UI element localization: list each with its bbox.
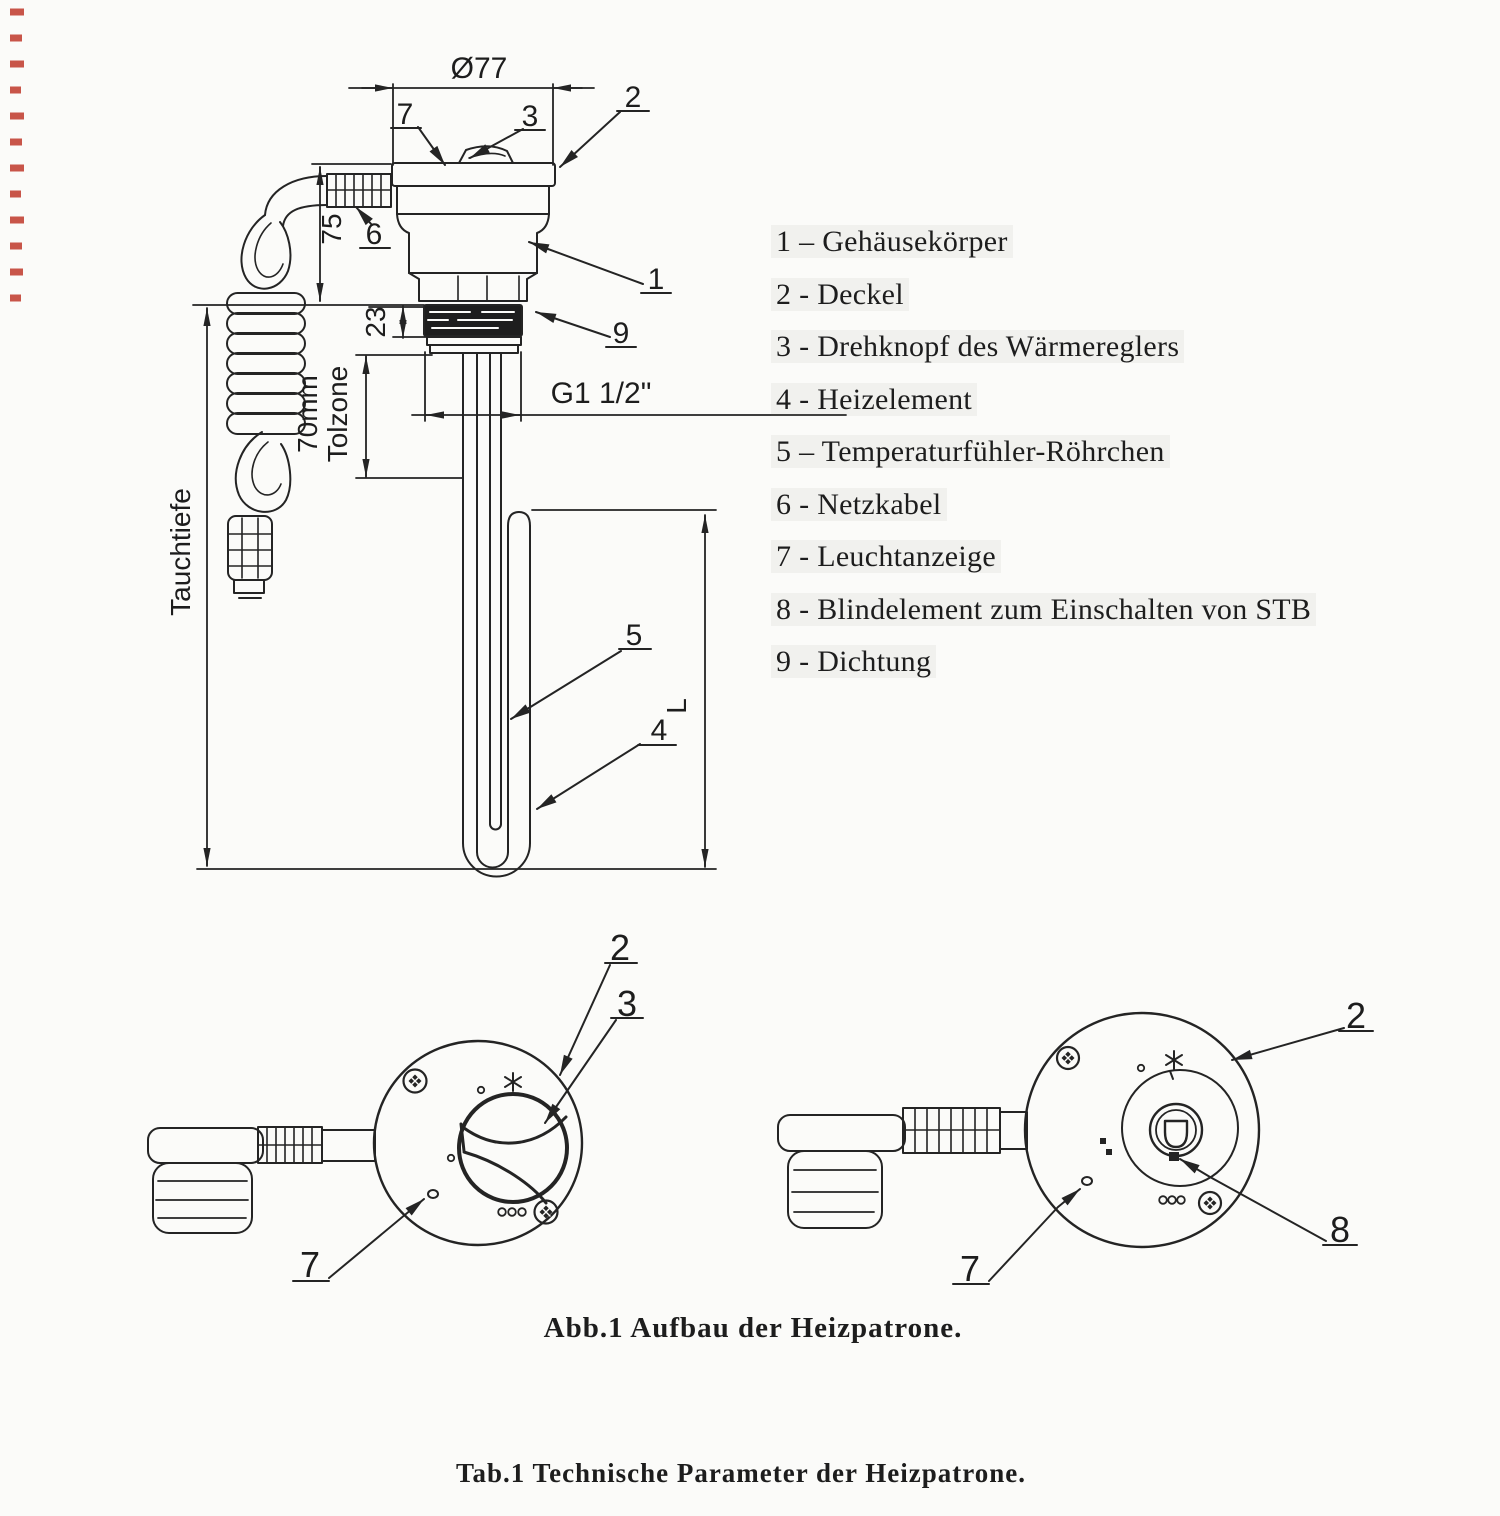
legend-item-cover — [771, 278, 1316, 331]
knob-recess — [1122, 1070, 1238, 1186]
indicator-lamp — [428, 1190, 438, 1198]
legend-item-text: 4 - Heizelement — [771, 383, 977, 416]
cable-collar — [1000, 1112, 1027, 1149]
callout-lamp-left: 7 — [299, 1244, 321, 1285]
callout-lamp: 7 — [396, 98, 414, 131]
hex-ring — [409, 273, 537, 301]
screw-icon — [1057, 1047, 1079, 1069]
legend-item-text: 3 - Drehknopf des Wärmereglers — [771, 330, 1184, 363]
plug-face — [148, 1128, 263, 1163]
scale-dots-max — [498, 1208, 526, 1216]
cable-loop-upper-inner — [255, 223, 283, 277]
legend-item-seal — [771, 645, 1316, 698]
callout-leaders-main — [356, 111, 676, 809]
plug-boot — [228, 516, 272, 580]
dim-tolzone-value: 70mm — [292, 375, 323, 453]
heater-leg-left — [463, 353, 477, 852]
view-left-cap — [148, 1041, 582, 1245]
heating-element-tubes — [463, 353, 530, 877]
dim-length-label: L — [661, 698, 692, 714]
housing-shoulder-left — [397, 214, 409, 273]
legend-item-knob — [771, 330, 1316, 383]
frost-setting-icon — [505, 1073, 521, 1091]
callout-sensor: 5 — [625, 619, 643, 652]
cable-strain-ribs — [327, 174, 391, 207]
sensor-tube-end — [490, 824, 501, 830]
callout-seal: 9 — [612, 317, 630, 350]
cable-strain-ribs — [258, 1127, 322, 1163]
hex-ring-flats — [458, 276, 519, 300]
screw-icon — [404, 1070, 427, 1093]
blind-element-tab — [1169, 1152, 1179, 1161]
heater-head-outline — [392, 146, 555, 301]
dim-diameter-label: Ø77 — [450, 52, 508, 85]
plug-boot-ribs — [229, 518, 271, 578]
table-caption: Tab.1 Technische Parameter der Heizpatrone. — [456, 1458, 1026, 1488]
scale-dot-zero — [478, 1087, 484, 1093]
legend-item-blind — [771, 593, 1316, 646]
callout-leaders-view-left — [293, 963, 643, 1281]
heater-leg-right — [508, 526, 530, 852]
callout-lamp-right: 7 — [959, 1248, 981, 1289]
cover-cap — [392, 163, 555, 186]
frost-setting-icon — [1166, 1051, 1182, 1079]
callout-blind-right: 8 — [1329, 1209, 1351, 1250]
scan-artifact-marks — [10, 12, 24, 298]
legend-item-text: 7 - Leuchtanzeige — [771, 540, 1001, 573]
blind-element-d-shaft — [1165, 1121, 1187, 1147]
legend-item-heater — [771, 383, 1316, 436]
legend-item-text: 9 - Dichtung — [771, 645, 936, 678]
plug-tip — [234, 580, 264, 593]
dim-tolzone-label: Tolzone — [322, 365, 353, 463]
heater-u-bend-outer — [463, 843, 530, 877]
dim-head-height-label: 75 — [316, 213, 347, 245]
knob-face — [459, 1094, 567, 1202]
screw-icon — [1199, 1192, 1221, 1214]
legend-item-sensor — [771, 435, 1316, 488]
plug-body — [153, 1163, 252, 1233]
thread-and-seal — [424, 305, 522, 353]
seal-washer-top — [427, 337, 521, 345]
cable-collar — [322, 1130, 375, 1161]
blind-element-ring — [1156, 1110, 1196, 1150]
view-right-cap — [778, 1013, 1259, 1247]
callout-knob-left: 3 — [616, 983, 638, 1024]
dim-thread-size-label: G1 1/2" — [550, 377, 652, 410]
callout-knob: 3 — [521, 100, 539, 133]
legend-item-housing — [771, 225, 1316, 278]
plug-grip-ribs — [792, 1170, 878, 1212]
legend-item-text: 8 - Blindelement zum Einschalten von STB — [771, 593, 1316, 626]
sensor-tube — [490, 353, 501, 824]
scale-dots-max — [1159, 1196, 1185, 1204]
callout-cable: 6 — [365, 218, 383, 251]
legend-item-text: 2 - Deckel — [771, 278, 909, 311]
callout-housing: 1 — [647, 263, 665, 296]
legend-item-text: 6 - Netzkabel — [771, 488, 947, 521]
legend-item-cable — [771, 488, 1316, 541]
cable-loop-lower-inner — [252, 442, 281, 495]
cable-loop-lower — [236, 432, 290, 512]
dimension-tolerance-zone — [356, 355, 463, 478]
dim-thread-length-label: 23 — [360, 306, 391, 338]
plug-body — [788, 1151, 882, 1228]
indicator-lamp — [1082, 1177, 1092, 1185]
callout-heater: 4 — [650, 714, 668, 747]
scale-dot-zero — [1138, 1065, 1144, 1071]
housing-cylinder — [397, 186, 549, 214]
callout-cover: 2 — [624, 81, 642, 114]
seal-washer-bottom — [430, 345, 518, 353]
figure-caption: Abb.1 Aufbau der Heizpatrone. — [543, 1312, 963, 1344]
callout-cover-left: 2 — [609, 927, 631, 968]
legend-item-text: 5 – Temperaturfühler-Röhrchen — [771, 435, 1170, 468]
cap-face — [1025, 1013, 1259, 1247]
scale-dot-left — [448, 1155, 454, 1161]
dimension-element-length — [197, 510, 716, 869]
plug-face — [778, 1115, 905, 1151]
dim-immersion-label: Tauchtiefe — [165, 488, 196, 616]
legend-item-text: 1 – Gehäusekörper — [771, 225, 1013, 258]
parts-legend — [771, 225, 1316, 698]
dimension-diameter — [349, 84, 594, 165]
legend-item-lamp — [771, 540, 1316, 593]
plug-grip-ribs — [156, 1181, 248, 1218]
heater-leg-right-dome — [508, 512, 530, 526]
scale-dots-mid — [1100, 1138, 1112, 1155]
callout-cover-right: 2 — [1345, 995, 1367, 1036]
heater-u-bend-inner — [477, 852, 508, 867]
cable-strain-ribs — [903, 1108, 1000, 1153]
housing-shoulder-right — [537, 214, 549, 273]
